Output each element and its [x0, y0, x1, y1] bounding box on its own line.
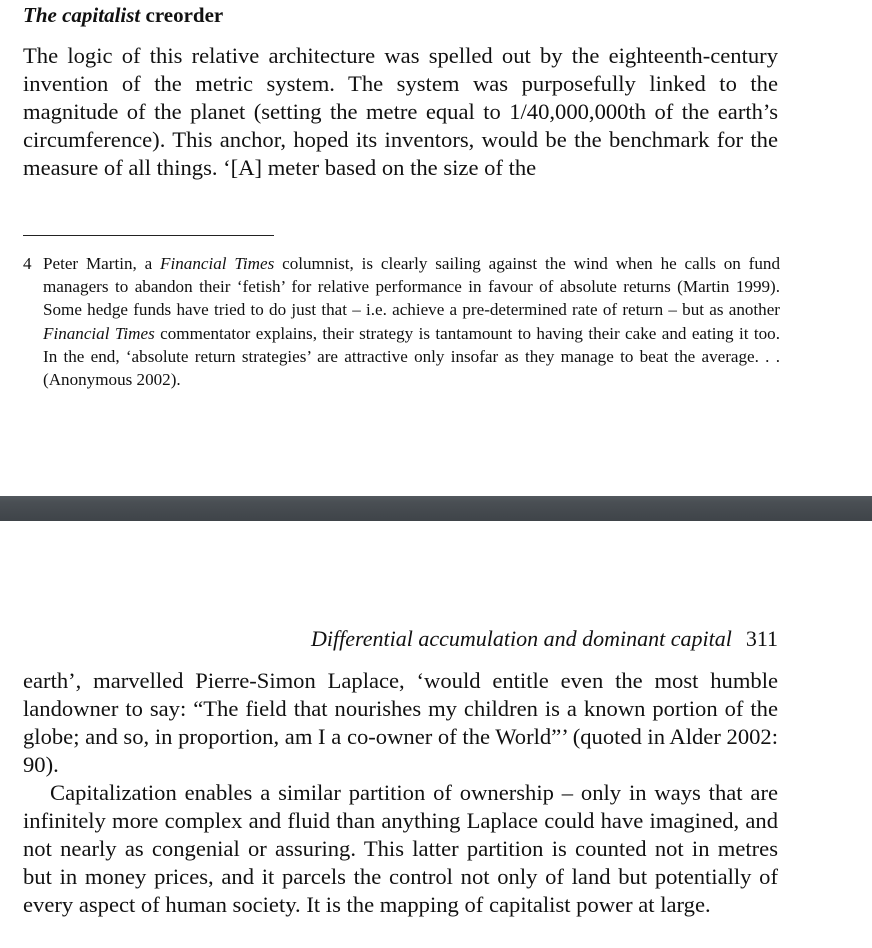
footnote-text-part: Peter Martin, a [43, 254, 161, 273]
footnote-italic-title: Financial Times [43, 323, 155, 343]
running-head [23, 2, 223, 28]
paragraph: earth’, marvelled Pierre-Simon Laplace, ‘would entitle even the most humble landowner to say: “The field that nourishes my children is a known portion of the globe; and so, in proportion, am I a co-owner of the World”’ (quoted in Alder 2002: 90). [23, 668, 778, 777]
page-number: 311 [745, 626, 778, 651]
page-bottom [0, 521, 872, 948]
body-text [23, 42, 778, 182]
footnote-text [43, 252, 780, 391]
running-head-bold: creorder [145, 3, 224, 27]
footnote [23, 252, 780, 391]
paragraph: The logic of this relative architecture was spelled out by the eighteenth-century invention of the metric system. The system was purposefully linked to the magnitude of the planet (setting the metre equal to 1/40,000,000th of the earth’s circumference). This anchor, hoped its inventors, would be the benchmark for the measure of all things. ‘[A] meter based on the size of the [23, 43, 778, 180]
footnote-italic-title: Financial Times [160, 254, 275, 273]
footnote-number: 4 [23, 254, 32, 273]
running-head-italic: The capitalist [23, 3, 141, 27]
footnote-divider [23, 235, 274, 236]
body-text [23, 667, 778, 919]
running-head [311, 626, 778, 652]
page-separator [0, 496, 872, 521]
footnote-text-part: columnist, is clearly sailing against the wind when he calls on fund managers to abandon their ‘fetish’ for relative performance in favour of absolute returns (Martin 1999). Some hedge funds have tried to do just that – i.e. achieve a pre-determined rate of return – but as another [43, 254, 781, 320]
paragraph: Capitalization enables a similar partition of ownership – only in ways that are infinitely more complex and fluid than anything Laplace could have imagined, and not nearly as congenial or assuring. This latter partition is counted not in metres but in money prices, and it parcels the control not only of land but potentially of every aspect of human society. It is the mapping of capitalist power at large. [23, 780, 778, 917]
footnote-text-part: commentator explains, their strategy is tantamount to having their cake and eating it too. In the end, ‘absolute return strategies’ are attractive only insofar as they manage to beat the average. . . (Anonymous 2002). [43, 323, 780, 390]
running-head-title: Differential accumulation and dominant capital [311, 626, 732, 651]
